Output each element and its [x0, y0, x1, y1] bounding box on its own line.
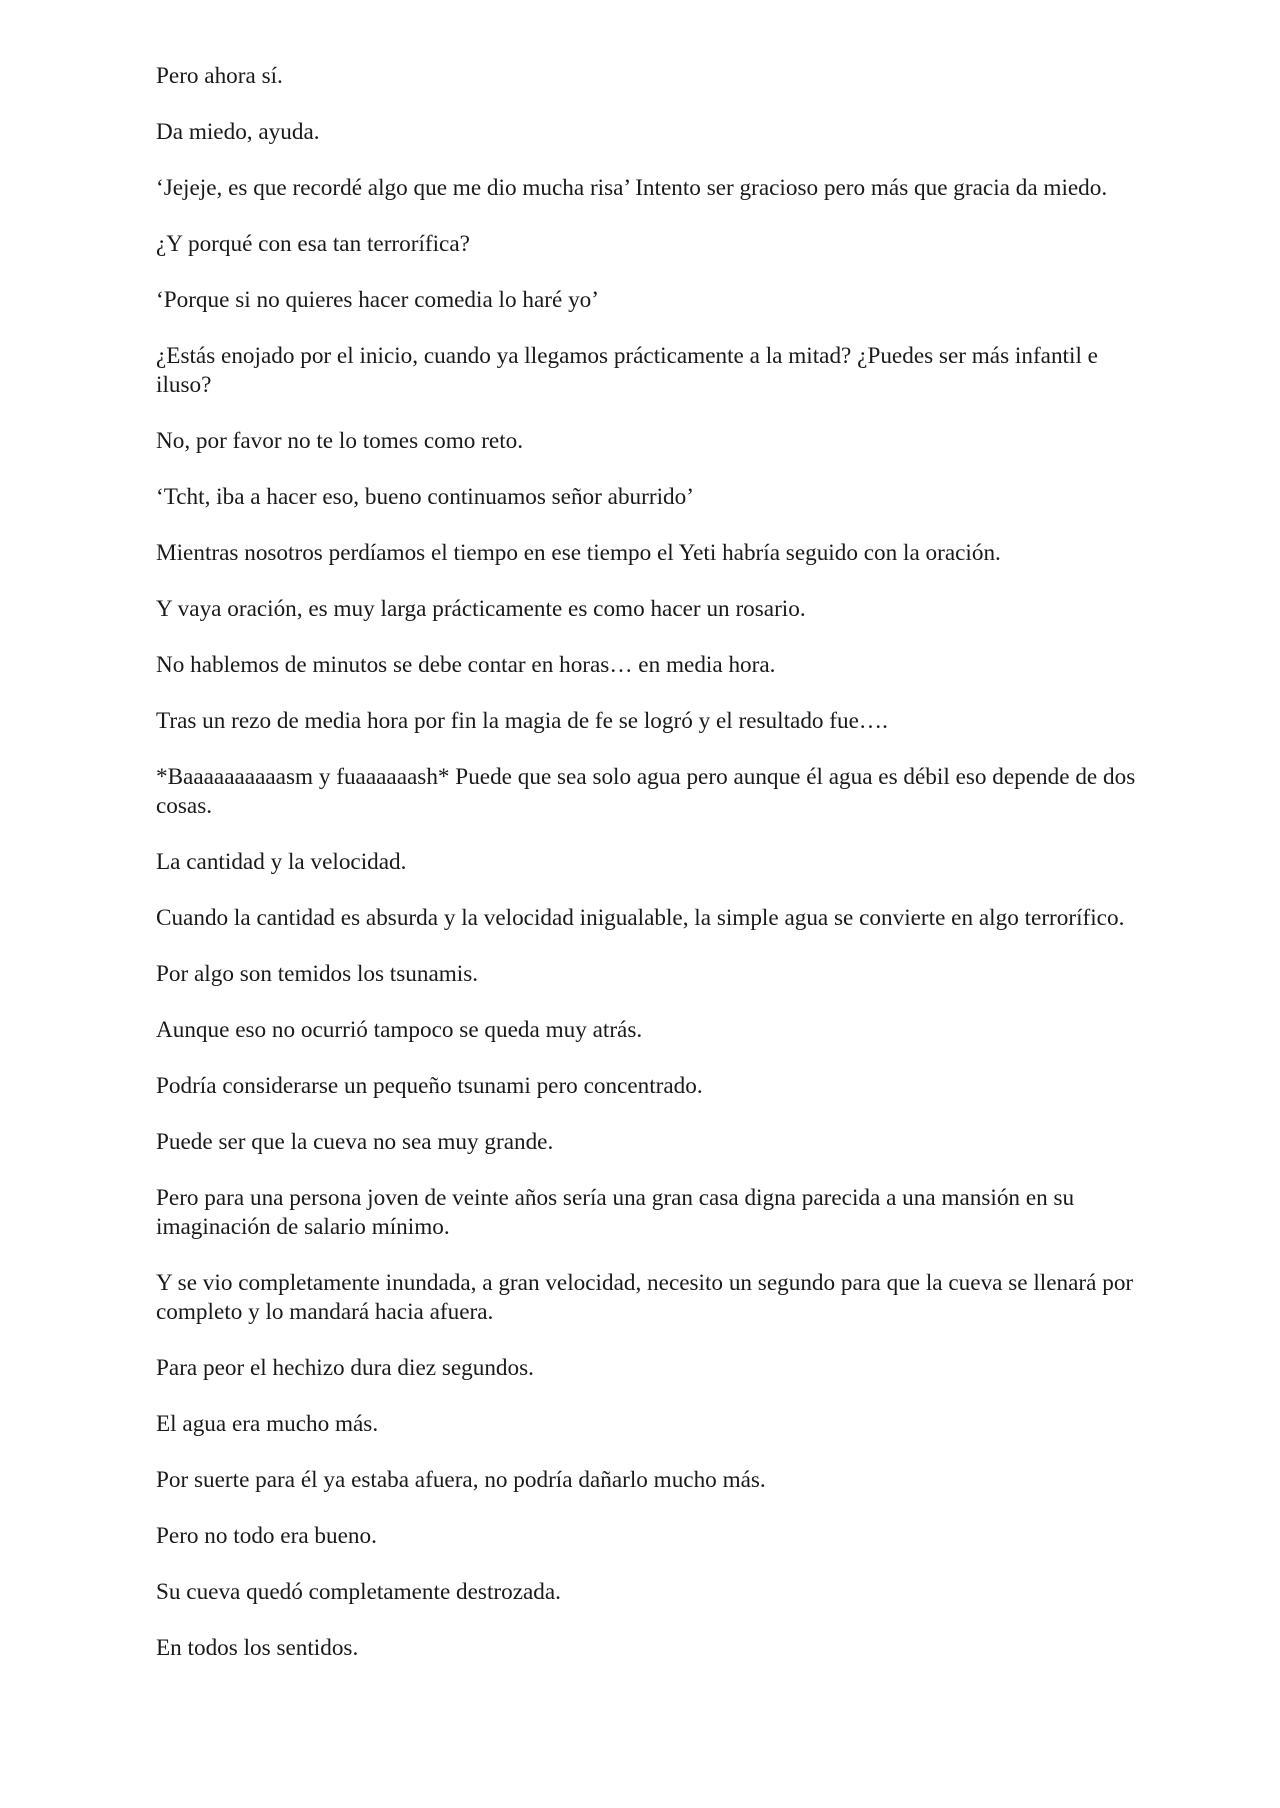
paragraph: *Baaaaaaaaaasm y fuaaaaaash* Puede que sea solo agua pero aunque él agua es débil eso depende de dos cosas. — [156, 764, 1136, 819]
paragraph: Aunque eso no ocurrió tampoco se queda muy atrás. — [156, 1017, 643, 1043]
paragraph: Pero no todo era bueno. — [156, 1523, 377, 1549]
paragraph: Y se vio completamente inundada, a gran velocidad, necesito un segundo para que la cueva se llenará por completo y lo mandará hacia afuera. — [156, 1270, 1134, 1325]
paragraph: ‘Jejeje, es que recordé algo que me dio mucha risa’ Intento ser gracioso pero más que gracia da miedo. — [156, 175, 1108, 201]
paragraph: Para peor el hechizo dura diez segundos. — [156, 1355, 534, 1381]
paragraph: Pero para una persona joven de veinte años sería una gran casa digna parecida a una mansión en su imaginación de salario mínimo. — [156, 1185, 1075, 1240]
paragraph: Mientras nosotros perdíamos el tiempo en ese tiempo el Yeti habría seguido con la oración. — [156, 540, 1001, 566]
paragraph: No, por favor no te lo tomes como reto. — [156, 428, 524, 454]
paragraph: ¿Y porqué con esa tan terrorífica? — [156, 231, 470, 257]
paragraph: La cantidad y la velocidad. — [156, 849, 407, 875]
paragraph: En todos los sentidos. — [156, 1635, 359, 1661]
paragraph: Su cueva quedó completamente destrozada. — [156, 1579, 561, 1605]
paragraph: Da miedo, ayuda. — [156, 119, 320, 145]
paragraph: El agua era mucho más. — [156, 1411, 379, 1437]
paragraph: Podría considerarse un pequeño tsunami pero concentrado. — [156, 1073, 703, 1099]
paragraph: Puede ser que la cueva no sea muy grande. — [156, 1129, 554, 1155]
paragraph: Por algo son temidos los tsunamis. — [156, 961, 479, 987]
document-body — [156, 62, 1140, 1690]
paragraph: ‘Porque si no quieres hacer comedia lo haré yo’ — [156, 287, 599, 313]
paragraph: Cuando la cantidad es absurda y la velocidad inigualable, la simple agua se convierte en algo terrorífico. — [156, 905, 1125, 931]
paragraph: Y vaya oración, es muy larga prácticamente es como hacer un rosario. — [156, 596, 806, 622]
paragraph: ‘Tcht, iba a hacer eso, bueno continuamos señor aburrido’ — [156, 484, 694, 510]
paragraph: Por suerte para él ya estaba afuera, no podría dañarlo mucho más. — [156, 1467, 766, 1493]
paragraph: No hablemos de minutos se debe contar en horas… en media hora. — [156, 652, 776, 678]
paragraph: Pero ahora sí. — [156, 63, 283, 89]
paragraph: ¿Estás enojado por el inicio, cuando ya llegamos prácticamente a la mitad? ¿Puedes ser más infantil e iluso? — [156, 343, 1098, 398]
paragraph: Tras un rezo de media hora por fin la magia de fe se logró y el resultado fue…. — [156, 708, 888, 734]
